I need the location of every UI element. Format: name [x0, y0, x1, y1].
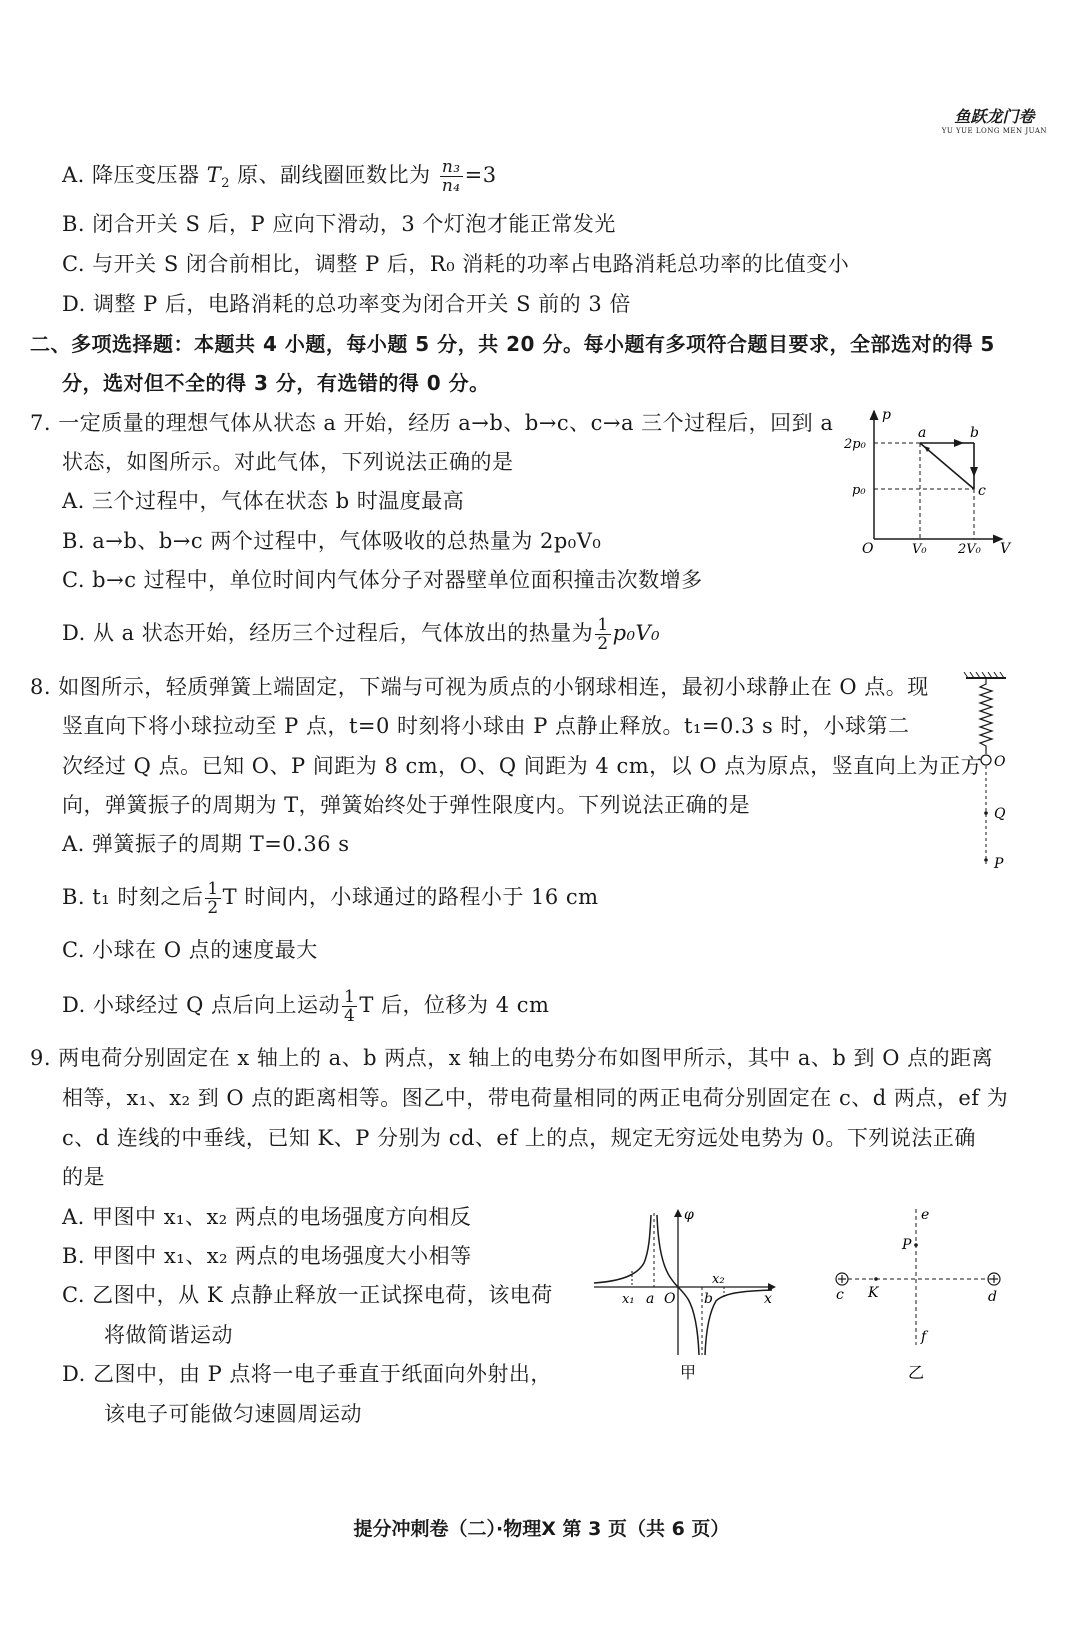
tick-2v0: 2V₀ — [958, 542, 981, 557]
q8-spring-diagram — [958, 672, 1018, 872]
logo-text: 鱼跃龙门卷 — [954, 107, 1035, 126]
point-p-label: P — [994, 856, 1004, 872]
q8-option-a: A. 弹簧振子的周期 T=0.36 s — [62, 832, 350, 856]
figure-yi-caption: 乙 — [908, 1363, 925, 1382]
point-f-label: f — [921, 1329, 927, 1345]
q7-d-fraction: $\frac{1}{2}$ — [597, 615, 609, 654]
charge-c — [836, 1273, 848, 1285]
q6-option-a: A. 降压变压器 $T_2$ 原、副线圈匝数比为 $\frac{\text{n₃}}{\text{n₄}}$ =3 — [62, 157, 497, 196]
q9-stem-line1: 9. 两电荷分别固定在 x 轴上的 a、b 两点，x 轴上的电势分布如图甲所示，其中 a、b 到 O 点的距离 — [30, 1046, 994, 1070]
q8-option-b: B. t₁ 时刻之后 $\frac{1}{2}$ T 时间内，小球通过的路程小于 16 cm — [62, 879, 599, 918]
q8-d-fraction: $\frac{1}{4}$ — [344, 987, 356, 1026]
q8-stem-line3: 次经过 Q 点。已知 O、P 间距为 8 cm，O、Q 间距为 4 cm，以 O 点为原点，竖直向上为正方 — [62, 754, 983, 778]
q7-option-b: B. a→b、b→c 两个过程中，气体吸收的总热量为 2p₀V₀ — [62, 529, 602, 553]
state-c-label: c — [978, 483, 986, 499]
point-e-label: e — [921, 1207, 930, 1223]
q7-stem-line1: 7. 一定质量的理想气体从状态 a 开始，经历 a→b、b→c、c→a 三个过程后，回到 a — [30, 411, 834, 435]
p-axis-label: p — [882, 407, 891, 423]
q9-option-a: A. 甲图中 x₁、x₂ 两点的电场强度方向相反 — [62, 1205, 472, 1229]
q6-option-c: C. 与开关 S 闭合前相比，调整 P 后，R₀ 消耗的功率占电路消耗总功率的比值变小 — [62, 252, 850, 276]
q8-option-c: C. 小球在 O 点的速度最大 — [62, 938, 318, 962]
tick-2p0: 2p₀ — [844, 437, 866, 452]
tick-p0: p₀ — [852, 483, 866, 498]
q9-option-c-line2: 将做简谐运动 — [104, 1323, 233, 1347]
v-axis-label: V — [1000, 541, 1011, 557]
q6-option-d: D. 调整 P 后，电路消耗的总功率变为闭合开关 S 前的 3 倍 — [62, 292, 631, 316]
point-a-label: a — [646, 1291, 655, 1307]
page-footer: 提分冲刺卷（二）·物理X 第 3 页（共 6 页） — [353, 1518, 730, 1540]
steel-ball — [981, 755, 991, 765]
point-x2-label: x₂ — [712, 1272, 725, 1287]
q7-option-c: C. b→c 过程中，单位时间内气体分子对器壁单位面积撞击次数增多 — [62, 568, 703, 592]
q8-b-fraction: $\frac{1}{2}$ — [207, 879, 219, 918]
origin-label: O — [862, 541, 874, 557]
tick-v0: V₀ — [912, 542, 927, 557]
point-o-label: O — [994, 754, 1006, 770]
q7-stem-line2: 状态，如图所示。对此气体，下列说法正确的是 — [62, 450, 514, 474]
q8-option-d: D. 小球经过 Q 点后向上运动 $\frac{1}{4}$ T 后，位移为 4 cm — [62, 987, 550, 1026]
point-b-label: b — [704, 1291, 713, 1307]
point-x1-label: x₁ — [622, 1292, 635, 1307]
phi-axis-label: φ — [684, 1207, 694, 1223]
q9-stem-line4: 的是 — [62, 1165, 105, 1189]
q7-option-d: D. 从 a 状态开始，经历三个过程后，气体放出的热量为 $\frac{1}{2}$ p₀V₀ — [62, 615, 661, 654]
q6-option-b: B. 闭合开关 S 后，P 应向下滑动，3 个灯泡才能正常发光 — [62, 212, 616, 236]
q7-option-a: A. 三个过程中，气体在状态 b 时温度最高 — [62, 489, 465, 513]
potential-curve-left — [594, 1215, 651, 1283]
publisher-logo — [942, 104, 1047, 135]
point-k — [874, 1277, 878, 1281]
q9-option-b: B. 甲图中 x₁、x₂ 两点的电场强度大小相等 — [62, 1244, 472, 1268]
charge-c-label: c — [836, 1287, 844, 1303]
origin-label: O — [664, 1291, 676, 1307]
point-k-label: K — [868, 1285, 879, 1301]
q6-ratio-fraction: $\frac{\text{n₃}}{\text{n₄}}$ — [441, 157, 461, 196]
charge-d-label: d — [988, 1289, 997, 1305]
state-a-label: a — [918, 425, 927, 441]
state-b-label: b — [970, 425, 979, 441]
logo-subtext: YU YUE LONG MEN JUAN — [941, 127, 1047, 135]
q9-charges-diagram — [826, 1205, 1016, 1390]
point-p-label: P — [902, 1237, 912, 1253]
figure-jia-caption: 甲 — [680, 1363, 697, 1382]
q9-stem-line2: 相等，x₁、x₂ 到 O 点的距离相等。图乙中，带电荷量相同的两正电荷分别固定在 c、d 两点，ef 为 — [62, 1086, 1009, 1110]
potential-curve-right — [705, 1290, 772, 1355]
q7-pv-diagram — [842, 405, 1022, 560]
q9-potential-graph — [592, 1205, 784, 1390]
q9-option-d-line1: D. 乙图中，由 P 点将一电子垂直于纸面向外射出， — [62, 1362, 552, 1386]
point-p — [914, 1243, 918, 1247]
point-q-label: Q — [994, 806, 1006, 822]
spring-coil — [980, 678, 992, 754]
q9-option-c-line1: C. 乙图中，从 K 点静止释放一正试探电荷，该电荷 — [62, 1283, 553, 1307]
q8-stem-line2: 竖直向下将小球拉动至 P 点，t=0 时刻将小球由 P 点静止释放。t₁=0.3 s 时，小球第二 — [62, 714, 910, 738]
q8-stem-line1: 8. 如图所示，轻质弹簧上端固定，下端与可视为质点的小钢球相连，最初小球静止在 O 点。现 — [30, 675, 929, 699]
q9-option-d-line2: 该电子可能做匀速圆周运动 — [104, 1402, 362, 1426]
x-axis-label: x — [764, 1291, 772, 1307]
q8-stem-line4: 向，弹簧振子的周期为 T，弹簧始终处于弹性限度内。下列说法正确的是 — [62, 793, 751, 817]
section-heading-line1: 二、多项选择题：本题共 4 小题，每小题 5 分，共 20 分。每小题有多项符合题目要求，全部选对的得 5 — [30, 332, 995, 356]
q9-stem-line3: c、d 连线的中垂线，已知 K、P 分别为 cd、ef 上的点，规定无穷远处电势为 0。下列说法正确 — [62, 1126, 976, 1150]
section-heading-line2: 分，选对但不全的得 3 分，有选错的得 0 分。 — [62, 371, 490, 395]
